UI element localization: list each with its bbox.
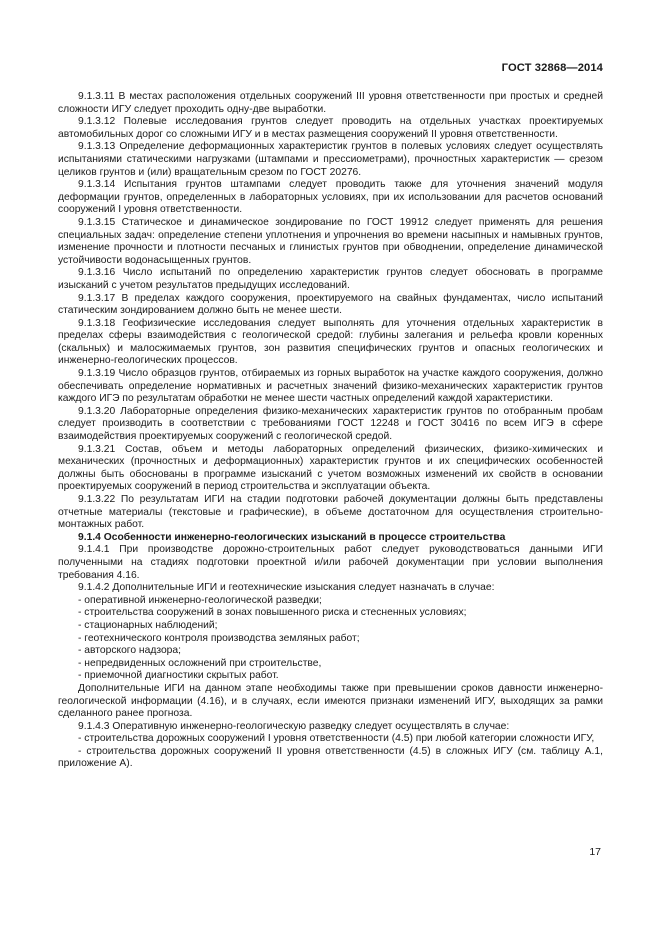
list-item: - непредвиденных осложнений при строительстве, bbox=[78, 657, 322, 669]
list-item: - стационарных наблюдений; bbox=[78, 619, 218, 631]
paragraph: 9.1.4.1 При производстве дорожно-строительных работ следует руководствоваться данными ИГИ полученными на стадиях подготовки проектной и/или рабочей документации при условии выполнения требования 4.16. bbox=[58, 544, 603, 581]
paragraph: 9.1.3.11 В местах расположения отдельных сооружений III уровня ответственности при простых и средней сложности ИГУ следует проходить одну-две выработки. bbox=[58, 91, 603, 115]
document-body bbox=[58, 91, 603, 771]
paragraph: 9.1.3.19 Число образцов грунтов, отбираемых из горных выработок на участке каждого сооружения, должно обеспечивать определение нормативных и расчетных значений физико-механических характеристик грунтов каждого ИГЭ по результатам обработки не менее шести частных определений каждой характеристики. bbox=[58, 368, 603, 405]
paragraph: 9.1.3.14 Испытания грунтов штампами следует проводить также для уточнения значений модуля деформации грунтов, определенных в лабораторных условиях, при их использовании для расчетов оснований сооружений I уровня ответственности. bbox=[58, 179, 603, 216]
list-item: - строительства сооружений в зонах повышенного риска и стесненных условиях; bbox=[78, 607, 467, 619]
list-item: - строительства дорожных сооружений II уровня ответственности (4.5) в сложных ИГУ (см. таблицу А.1, приложение А). bbox=[58, 745, 603, 770]
page-number: 17 bbox=[589, 846, 601, 858]
paragraph: 9.1.4.3 Оперативную инженерно-геологическую разведку следует осуществлять в случае: bbox=[78, 720, 510, 732]
list-item: - приемочной диагностики скрытых работ. bbox=[78, 670, 279, 682]
list-item: - оперативной инженерно-геологической разведки; bbox=[78, 594, 322, 606]
list-item: - геотехнического контроля производства земляных работ; bbox=[78, 632, 360, 644]
paragraph: 9.1.3.16 Число испытаний по определению характеристик грунтов следует обосновать в программе изысканий с учетом результатов предыдущих исследований. bbox=[58, 267, 603, 291]
paragraph: 9.1.3.18 Геофизические исследования следует выполнять для уточнения отдельных характеристик в пределах сферы взаимодействия с геологической средой: глубины залегания и рельефа кровли коренных (скальных) и малосжимаемых грунтов, зон развития специфических грунтов и опасных геологических и инженерно-геологических процессов. bbox=[58, 317, 603, 367]
paragraph: 9.1.3.12 Полевые исследования грунтов следует проводить на отдельных участках проектируемых автомобильных дорог со сложными ИГУ и в местах размещения сооружений II уровня ответственности. bbox=[58, 116, 603, 140]
paragraph: 9.1.4.2 Дополнительные ИГИ и геотехнические изыскания следует назначать в случае: bbox=[78, 582, 495, 594]
paragraph: 9.1.3.20 Лабораторные определения физико-механических характеристик грунтов по отобранным пробам следует производить в соответствии с требованиями ГОСТ 12248 и ГОСТ 30416 по всем ИГЭ в сфере взаимодействия проектируемых сооружений с геологической средой. bbox=[58, 405, 603, 443]
paragraph: 9.1.3.21 Состав, объем и методы лабораторных определений физических, физико-химических и механических (прочностных и деформационных) характеристик грунтов и их специфических особенностей должны быть обоснованы в программе изысканий с учетом возможных изменений их свойств в основании проектируемых сооружений в период строительства и эксплуатации объекта. bbox=[58, 443, 603, 493]
paragraph: 9.1.3.13 Определение деформационных характеристик грунтов в полевых условиях следует осуществлять испытаниями статическими нагрузками (штампами и прессиометрами), прочностных характеристик — срезом целиков грунтов и (или) вращательным срезом по ГОСТ 20276. bbox=[58, 141, 603, 178]
paragraph: Дополнительные ИГИ на данном этапе необходимы также при превышении сроков давности инженерно-геологической информации (4.16), и в случаях, если имеются признаки изменений ИГУ, выходящих за рамки сделанного ранее прогноза. bbox=[58, 682, 603, 720]
list-item: - авторского надзора; bbox=[78, 645, 181, 657]
paragraph: 9.1.3.15 Статическое и динамическое зондирование по ГОСТ 19912 следует применять для решения специальных задач: определение степени уплотнения и упрочнения во времени насыпных и намывных грунтов, изменение прочности и плотности песчаных и глинистых грунтов при обводнении, определение динамической устойчивости водонасыщенных грунтов. bbox=[58, 216, 603, 266]
section-heading: 9.1.4 Особенности инженерно-геологических изысканий в процессе строительства bbox=[78, 531, 506, 543]
paragraph: 9.1.3.22 По результатам ИГИ на стадии подготовки рабочей документации должны быть представлены отчетные материалы (текстовые и графические), в объеме достаточном для осуществления строительно-монтажных работ. bbox=[58, 494, 603, 531]
document-code-header: ГОСТ 32868—2014 bbox=[501, 62, 603, 74]
paragraph: 9.1.3.17 В пределах каждого сооружения, проектируемого на свайных фундаментах, число испытаний статическим зондированием должно быть не менее шести. bbox=[58, 292, 603, 317]
list-item: - строительства дорожных сооружений I уровня ответственности (4.5) при любой категории сложности ИГУ, bbox=[78, 733, 595, 745]
